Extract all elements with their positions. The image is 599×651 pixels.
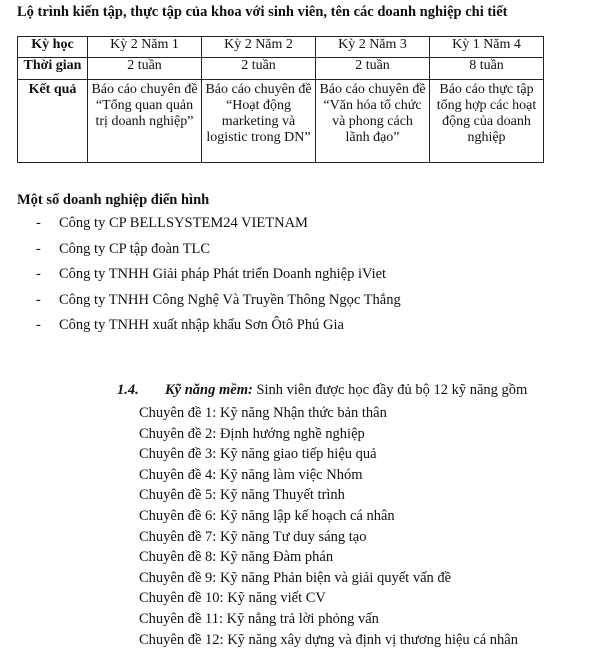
internship-plan-table [17, 36, 544, 163]
table-cell: 2 tuần [316, 58, 430, 80]
table-cell: Báo cáo chuyên đề “Hoạt động marketing và logistic trong DN” [202, 80, 316, 163]
table-cell: Báo cáo chuyên đề “Tổng quan quản trị doanh nghiệp” [88, 80, 202, 163]
list-item: Chuyên đề 9: Kỹ năng Phản biện và giải quyết vấn đề [139, 569, 452, 586]
bullet-dash: - [36, 266, 41, 282]
list-item: Chuyên đề 10: Kỹ năng viết CV [139, 590, 326, 607]
company-name: Công ty CP BELLSYSTEM24 VIETNAM [59, 215, 308, 231]
section-intro: Sinh viên được học đầy đủ bộ 12 kỹ năng gồm [252, 382, 528, 398]
table-header-cell: Kỳ 2 Năm 2 [202, 37, 316, 58]
table-cell: 8 tuần [430, 58, 544, 80]
list-item [36, 265, 401, 291]
table-header-cell: Kỳ 1 Năm 4 [430, 37, 544, 58]
companies-list-clip [0, 214, 599, 333]
list-item [36, 291, 401, 317]
list-item [36, 214, 401, 240]
table-row-time [18, 58, 544, 80]
bullet-dash: - [36, 215, 41, 231]
list-item: Chuyên đề 5: Kỹ năng Thuyết trình [139, 487, 345, 504]
row-label-result: Kết quả [18, 80, 88, 163]
soft-skills-heading [117, 382, 527, 399]
list-item [36, 316, 401, 342]
company-name: Công ty TNHH xuất nhập khẩu Sơn Ôtô Phú Gia [59, 317, 344, 333]
list-item: Chuyên đề 1: Kỹ năng Nhận thức bản thân [139, 405, 387, 421]
soft-skills-list [139, 404, 518, 651]
table-header-row [18, 37, 544, 58]
table-cell: Báo cáo thực tập tổng hợp các hoạt động của doanh nghiệp [430, 80, 544, 163]
table-cell: 2 tuần [88, 58, 202, 80]
company-name: Công ty TNHH Công Nghệ Và Truyền Thông Ngọc Thắng [59, 291, 401, 308]
table-cell: 2 tuần [202, 58, 316, 80]
list-item: Chuyên đề 3: Kỹ năng giao tiếp hiệu quả [139, 446, 377, 463]
table-header-cell: Kỳ 2 Năm 1 [88, 37, 202, 58]
companies-list [36, 214, 401, 342]
row-label-time: Thời gian [18, 58, 88, 80]
bullet-dash: - [36, 291, 41, 308]
companies-title: Một số doanh nghiệp điển hình [17, 192, 210, 208]
table-header-cell: Kỳ học [18, 37, 88, 58]
list-item: Chuyên đề 6: Kỹ năng lập kế hoạch cá nhân [139, 507, 395, 524]
company-name: Công ty CP tập đoàn TLC [59, 240, 211, 257]
section-number: 1.4. [117, 382, 139, 398]
list-item [36, 240, 401, 266]
list-item: Chuyên đề 4: Kỹ năng làm việc Nhóm [139, 466, 363, 483]
list-item: Chuyên đề 11: Kỹ nẳng trả lời phỏng vấn [139, 610, 379, 627]
list-item: Chuyên đề 12: Kỹ năng xây dựng và định vị thương hiệu cá nhân [139, 631, 518, 648]
list-item: Chuyên đề 7: Kỹ năng Tư duy sáng tạo [139, 528, 367, 545]
bullet-dash: - [36, 317, 41, 333]
list-item: Chuyên đề 2: Định hướng nghề nghiệp [139, 425, 365, 442]
list-item: Chuyên đề 8: Kỹ năng Đàm phán [139, 549, 334, 566]
section-title: Kỹ năng mềm: [165, 382, 253, 398]
company-name: Công ty TNHH Giải pháp Phát triển Doanh nghiệp iViet [59, 266, 387, 282]
table-header-cell: Kỳ 2 Năm 3 [316, 37, 430, 58]
bullet-dash: - [36, 240, 41, 257]
table-cell: Báo cáo chuyên đề “Văn hóa tổ chức và phong cách lãnh đạo” [316, 80, 430, 163]
page-heading: Lộ trình kiến tập, thực tập của khoa với sinh viên, tên các doanh nghiệp chi tiết [17, 4, 508, 20]
table-row-result [18, 80, 544, 163]
